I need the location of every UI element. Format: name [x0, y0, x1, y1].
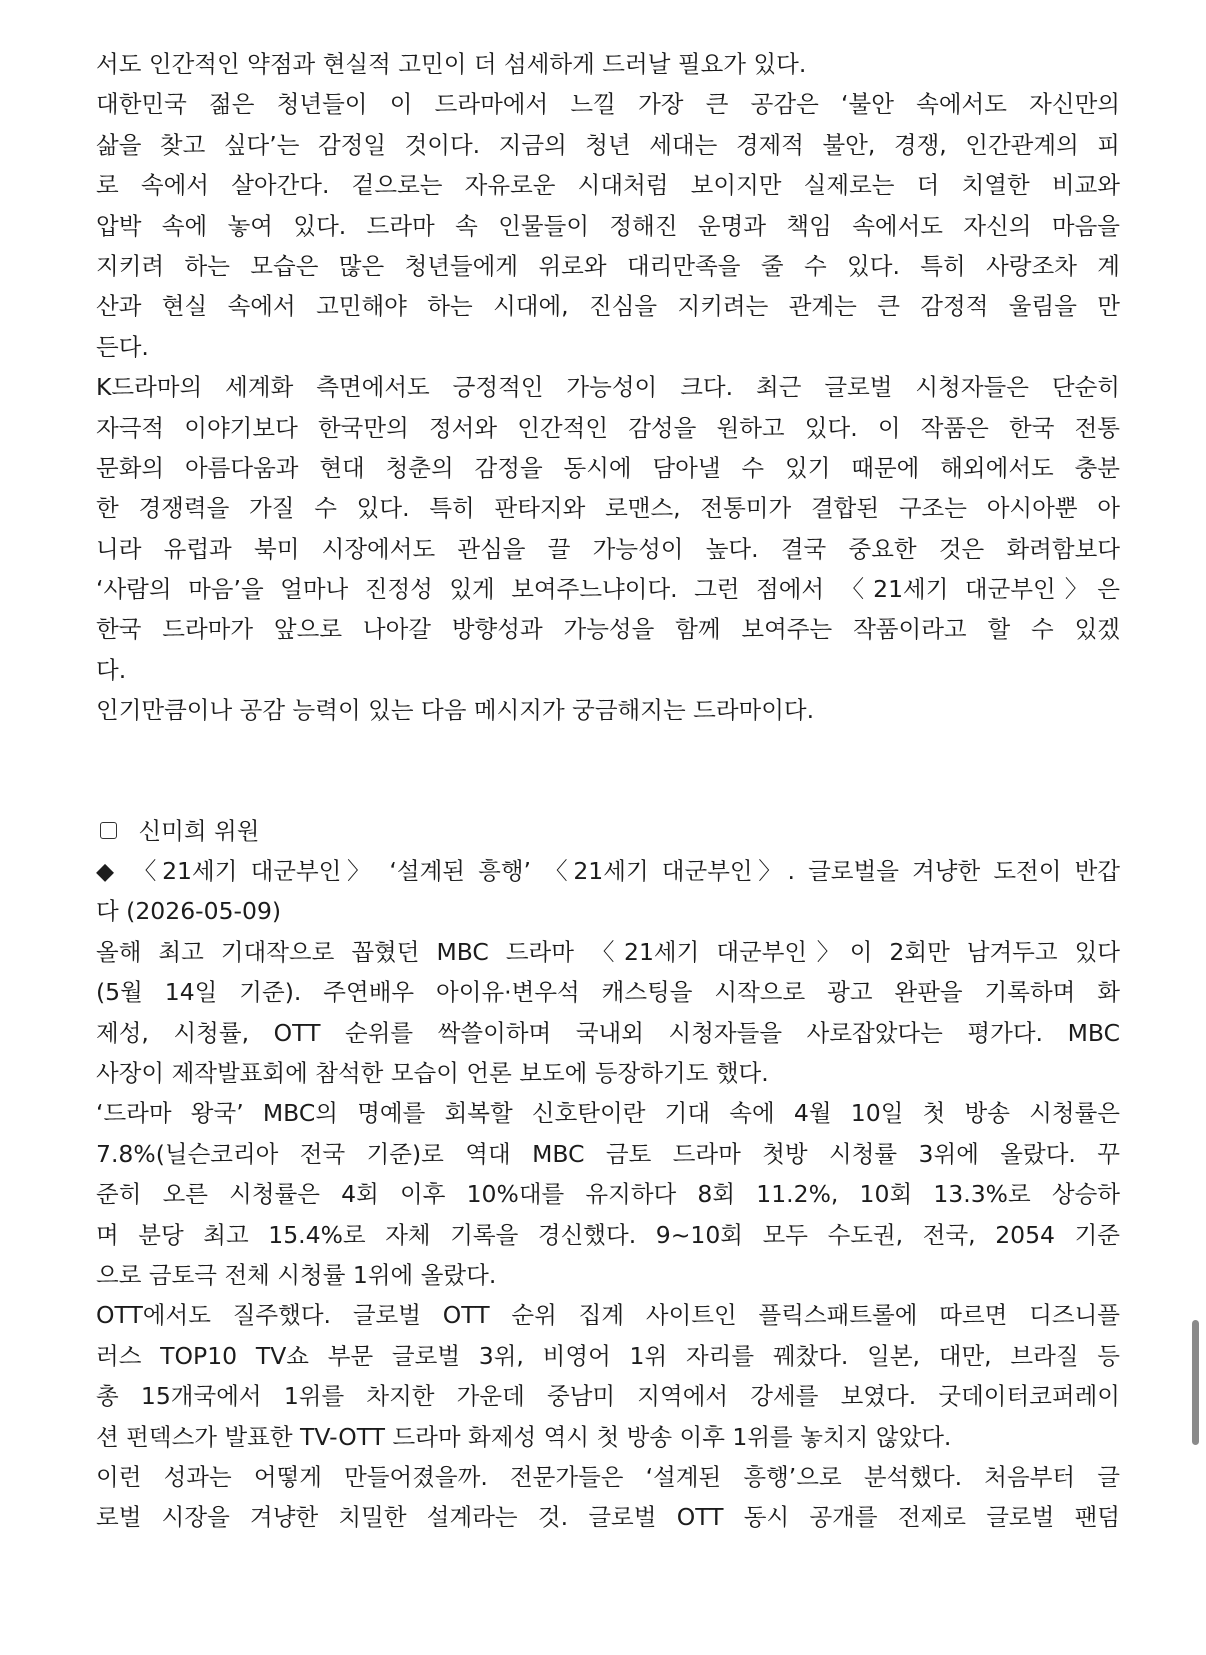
text-line: 7.8%(닐슨코리아 전국 기준)로 역대 MBC 금토 드라마 첫방 시청률 3위에 올랐다. 꾸 [96, 1139, 1120, 1168]
text-line: 총 15개국에서 1위를 차지한 가운데 중남미 지역에서 강세를 보였다. 굿데이터코퍼레이 [96, 1382, 1120, 1411]
article-title-line: 다 (2026-05-09) [96, 897, 282, 926]
text-line: 삶을 찾고 싶다’는 감정일 것이다. 지금의 청년 세대는 경제적 불안, 경쟁, 인간관계의 피 [96, 130, 1120, 159]
text-line: 산과 현실 속에서 고민해야 하는 시대에, 진심을 지키려는 관계는 큰 감정적 울림을 만 [96, 292, 1120, 321]
text-line: ‘사람의 마음’을 얼마나 진정성 있게 보여주느냐이다. 그런 점에서 〈21세기 대군부인〉은 [96, 575, 1120, 604]
text-line: 준히 오른 시청률은 4회 이후 10%대를 유지하다 8회 11.2%, 10회 13.3%로 상승하 [96, 1180, 1120, 1209]
section-gap [96, 731, 1120, 811]
text-line: ‘드라마 왕국’ MBC의 명예를 회복할 신호탄이란 기대 속에 4월 10일 첫 방송 시청률은 [96, 1099, 1120, 1128]
text-line: 며 분당 최고 15.4%로 자체 기록을 경신했다. 9~10회 모두 수도권, 전국, 2054 기준 [96, 1220, 1120, 1249]
author-heading [96, 811, 1120, 851]
section-1 [96, 44, 1120, 731]
text-line: 사장이 제작발표회에 참석한 모습이 언론 보도에 등장하기도 했다. [96, 1058, 769, 1087]
document-page [96, 44, 1120, 1538]
text-line: 러스 TOP10 TV쇼 부문 글로벌 3위, 비영어 1위 자리를 꿰찼다. 일본, 대만, 브라질 등 [96, 1341, 1120, 1370]
text-line: OTT에서도 질주했다. 글로벌 OTT 순위 집계 사이트인 플릭스패트롤에 따르면 디즈니플 [96, 1301, 1120, 1330]
empty-square-icon [100, 822, 117, 839]
text-line: 션 펀덱스가 발표한 TV-OTT 드라마 화제성 역시 첫 방송 이후 1위를 놓치지 않았다. [96, 1422, 952, 1451]
text-line: 압박 속에 놓여 있다. 드라마 속 인물들이 정해진 운명과 책임 속에서도 자신의 마음을 [96, 211, 1120, 240]
text-line: 서도 인간적인 약점과 현실적 고민이 더 섬세하게 드러날 필요가 있다. [96, 50, 807, 78]
text-line: 인기만큼이나 공감 능력이 있는 다음 메시지가 궁금해지는 드라마이다. [96, 696, 815, 725]
text-line: 이런 성과는 어떻게 만들어졌을까. 전문가들은 ‘설계된 흥행’으로 분석했다. 처음부터 글 [96, 1462, 1120, 1491]
text-line: 자극적 이야기보다 한국만의 정서와 인간적인 감성을 원하고 있다. 이 작품은 한국 전통 [96, 413, 1120, 442]
text-line: 지키려 하는 모습은 많은 청년들에게 위로와 대리만족을 줄 수 있다. 특히 사랑조차 계 [96, 251, 1120, 280]
text-line: 제성, 시청률, OTT 순위를 싹쓸이하며 국내외 시청자들을 사로잡았다는 평가다. MBC [96, 1018, 1120, 1047]
text-line: 올해 최고 기대작으로 꼽혔던 MBC 드라마 〈21세기 대군부인〉이 2회만 남겨두고 있다 [96, 937, 1120, 966]
text-line: 니라 유럽과 북미 시장에서도 관심을 끌 가능성이 높다. 결국 중요한 것은 화려함보다 [96, 534, 1120, 563]
text-line: 대한민국 젊은 청년들이 이 드라마에서 느낄 가장 큰 공감은 ‘불안 속에서도 자신만의 [96, 90, 1120, 119]
text-line: K드라마의 세계화 측면에서도 긍정적인 가능성이 크다. 최근 글로벌 시청자들은 단순히 [96, 373, 1120, 402]
text-line: 한 경쟁력을 가질 수 있다. 특히 판타지와 로맨스, 전통미가 결합된 구조는 아시아뿐 아 [96, 494, 1120, 523]
scrollbar-thumb[interactable] [1192, 1320, 1199, 1445]
text-line: (5월 14일 기준). 주연배우 아이유·변우석 캐스팅을 시작으로 광고 완판을 기록하며 화 [96, 978, 1120, 1007]
text-line: 으로 금토극 전체 시청률 1위에 올랐다. [96, 1260, 497, 1289]
author-name: 신미희 위원 [138, 816, 260, 845]
text-line: 로벌 시장을 겨냥한 치밀한 설계라는 것. 글로벌 OTT 동시 공개를 전제로 글로벌 팬덤 [96, 1503, 1120, 1532]
text-line: 로 속에서 살아간다. 겉으로는 자유로운 시대처럼 보이지만 실제로는 더 치열한 비교와 [96, 171, 1120, 200]
text-line: 문화의 아름다움과 현대 청춘의 감정을 동시에 담아낼 수 있기 때문에 해외에서도 충분 [96, 453, 1120, 482]
text-line: 한국 드라마가 앞으로 나아갈 방향성과 가능성을 함께 보여주는 작품이라고 할 수 있겠 [96, 615, 1120, 644]
text-line: 든다. [96, 332, 149, 361]
text-line: 다. [96, 655, 127, 684]
article-title-line: ◆ 〈21세기 대군부인〉 ‘설계된 흥행’ 〈21세기 대군부인〉. 글로벌을 겨냥한 도전이 반갑 [96, 857, 1120, 886]
section-2 [96, 811, 1120, 1538]
